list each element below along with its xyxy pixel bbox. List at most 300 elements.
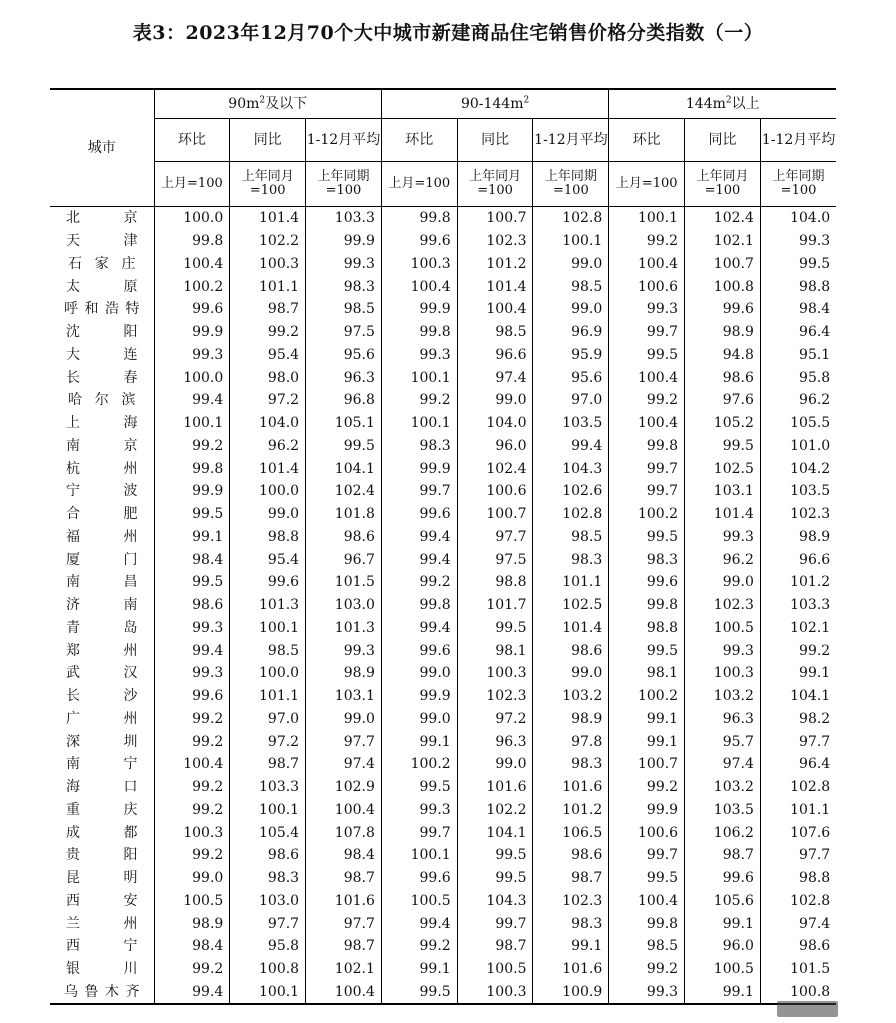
metric-header: 同比 <box>457 119 533 162</box>
value-cell: 99.6 <box>381 503 457 526</box>
value-cell: 100.2 <box>381 753 457 776</box>
value-cell: 99.4 <box>154 389 230 412</box>
city-name <box>64 621 140 635</box>
value-cell: 99.6 <box>381 639 457 662</box>
city-cell <box>50 594 154 617</box>
table-row <box>50 662 836 685</box>
value-cell: 102.1 <box>685 230 761 253</box>
value-cell: 97.7 <box>457 526 533 549</box>
value-cell: 99.9 <box>381 298 457 321</box>
table-row <box>50 571 836 594</box>
value-cell: 101.4 <box>230 207 306 230</box>
value-cell: 104.3 <box>533 457 609 480</box>
city-char: 京 <box>123 437 138 454</box>
city-char: 海 <box>123 415 138 432</box>
city-char: 汉 <box>123 665 138 682</box>
value-cell: 99.1 <box>609 730 685 753</box>
value-cell: 100.4 <box>306 981 382 1005</box>
value-cell: 99.5 <box>685 435 761 458</box>
city-char: 厦 <box>66 551 80 568</box>
city-char: 兰 <box>66 915 80 932</box>
value-cell: 98.5 <box>230 639 306 662</box>
value-cell: 102.6 <box>533 480 609 503</box>
city-char: 庆 <box>123 801 138 818</box>
value-cell: 99.3 <box>306 253 382 276</box>
table-row <box>50 207 836 230</box>
city-char: 呼 <box>64 301 78 318</box>
value-cell: 98.8 <box>457 571 533 594</box>
value-cell: 99.2 <box>154 844 230 867</box>
city-char: 特 <box>125 301 140 318</box>
value-cell: 97.8 <box>533 730 609 753</box>
value-cell: 103.2 <box>685 776 761 799</box>
value-cell: 96.3 <box>306 366 382 389</box>
metric-header: 环比 <box>609 119 685 162</box>
city-column-header: 城市 <box>50 89 154 207</box>
table-body <box>50 207 836 1005</box>
value-cell: 101.1 <box>230 275 306 298</box>
city-char: 银 <box>66 961 80 978</box>
value-cell: 97.4 <box>685 753 761 776</box>
value-cell: 99.9 <box>381 685 457 708</box>
city-char: 京 <box>123 210 138 227</box>
value-cell: 102.3 <box>457 685 533 708</box>
value-cell: 99.2 <box>381 571 457 594</box>
metric-header: 1-12月平均 <box>306 119 382 162</box>
value-cell: 100.6 <box>457 480 533 503</box>
value-cell: 99.0 <box>381 708 457 731</box>
table-row <box>50 981 836 1005</box>
value-cell: 106.2 <box>685 821 761 844</box>
value-cell: 105.5 <box>790 415 831 432</box>
city-name <box>64 803 140 817</box>
value-cell: 101.2 <box>457 253 533 276</box>
value-cell: 101.4 <box>457 275 533 298</box>
city-cell <box>50 389 154 412</box>
city-cell <box>50 799 154 822</box>
city-char: 天 <box>66 233 80 250</box>
value-cell: 100.7 <box>609 753 685 776</box>
city-char: 口 <box>123 779 138 796</box>
city-cell <box>50 730 154 753</box>
value-cell: 103.0 <box>230 890 306 913</box>
value-cell: 98.5 <box>306 298 382 321</box>
value-cell: 102.2 <box>230 230 306 253</box>
table-row <box>50 685 836 708</box>
table-row <box>50 457 836 480</box>
value-cell: 96.2 <box>799 392 831 409</box>
value-cell: 102.8 <box>533 207 609 230</box>
value-cell: 99.0 <box>533 298 609 321</box>
value-cell: 99.6 <box>154 298 230 321</box>
value-cell: 96.0 <box>685 935 761 958</box>
value-cell: 100.0 <box>230 662 306 685</box>
value-cell: 99.9 <box>381 457 457 480</box>
value-cell: 97.2 <box>457 708 533 731</box>
base-header: 上月=100 <box>609 162 685 207</box>
value-cell: 101.1 <box>533 571 609 594</box>
value-cell: 100.4 <box>381 275 457 298</box>
value-cell: 99.5 <box>609 344 685 367</box>
value-cell: 98.3 <box>609 548 685 571</box>
value-cell: 99.1 <box>685 912 761 935</box>
city-cell <box>50 958 154 981</box>
value-cell: 95.8 <box>230 935 306 958</box>
value-cell: 100.4 <box>609 366 685 389</box>
value-cell: 100.1 <box>154 412 230 435</box>
value-cell: 99.0 <box>457 389 533 412</box>
table-row <box>50 366 836 389</box>
value-cell: 98.7 <box>230 298 306 321</box>
city-char: 海 <box>66 779 80 796</box>
value-cell: 102.3 <box>457 230 533 253</box>
value-cell: 100.4 <box>609 890 685 913</box>
value-cell: 101.2 <box>790 574 831 591</box>
value-cell: 99.8 <box>609 912 685 935</box>
city-char: 西 <box>66 892 80 909</box>
value-cell: 99.4 <box>154 639 230 662</box>
city-char: 沈 <box>66 324 80 341</box>
value-cell: 105.2 <box>685 412 761 435</box>
value-cell: 99.7 <box>609 321 685 344</box>
value-cell: 99.5 <box>457 844 533 867</box>
value-cell: 103.2 <box>533 685 609 708</box>
value-cell: 101.4 <box>685 503 761 526</box>
value-cell: 97.4 <box>306 753 382 776</box>
city-char: 西 <box>66 938 80 955</box>
table-row <box>50 958 836 981</box>
value-cell: 99.0 <box>685 571 761 594</box>
value-cell: 106.5 <box>533 821 609 844</box>
value-cell: 100.0 <box>154 207 230 230</box>
value-cell: 98.4 <box>154 548 230 571</box>
watermark <box>777 1001 838 1017</box>
city-char: 州 <box>123 915 138 932</box>
value-cell: 104.0 <box>457 412 533 435</box>
city-char: 昆 <box>66 870 80 887</box>
price-index-table <box>50 88 836 1005</box>
value-cell: 98.8 <box>230 526 306 549</box>
value-cell: 103.5 <box>685 799 761 822</box>
city-char: 南 <box>66 756 80 773</box>
city-char: 津 <box>123 233 138 250</box>
city-char: 贵 <box>66 847 80 864</box>
value-cell: 104.1 <box>457 821 533 844</box>
value-cell: 97.5 <box>457 548 533 571</box>
city-name <box>64 530 140 544</box>
value-cell: 100.4 <box>306 799 382 822</box>
table-row <box>50 253 836 276</box>
value-cell: 99.2 <box>230 321 306 344</box>
city-name <box>64 826 140 840</box>
value-cell: 101.6 <box>306 890 382 913</box>
value-cell: 100.1 <box>381 844 457 867</box>
value-cell: 99.8 <box>381 207 457 230</box>
city-char: 圳 <box>123 733 138 750</box>
city-char: 家 <box>94 255 109 272</box>
value-cell: 97.0 <box>533 389 609 412</box>
value-cell: 98.4 <box>799 301 831 318</box>
city-char: 杭 <box>66 460 80 477</box>
city-char: 肥 <box>123 506 138 523</box>
city-name <box>64 644 140 658</box>
value-cell: 97.2 <box>230 730 306 753</box>
value-cell: 99.8 <box>381 594 457 617</box>
value-cell: 97.7 <box>799 733 831 750</box>
value-cell: 99.4 <box>154 981 230 1005</box>
city-char: 浩 <box>105 301 119 318</box>
value-cell: 99.2 <box>154 730 230 753</box>
city-char: 济 <box>66 597 80 614</box>
city-char: 春 <box>123 369 138 386</box>
value-cell: 99.1 <box>685 981 761 1005</box>
city-char: 南 <box>66 437 80 454</box>
city-char: 阳 <box>123 847 138 864</box>
value-cell: 99.6 <box>685 867 761 890</box>
city-name <box>64 484 140 498</box>
value-cell: 99.9 <box>154 480 230 503</box>
city-char: 成 <box>66 824 80 841</box>
value-cell: 104.0 <box>790 210 831 227</box>
value-cell: 100.5 <box>381 890 457 913</box>
value-cell: 105.4 <box>230 821 306 844</box>
value-cell: 103.3 <box>790 597 831 614</box>
value-cell: 98.2 <box>799 710 831 727</box>
value-cell: 103.3 <box>306 207 382 230</box>
city-char: 门 <box>123 551 138 568</box>
value-cell: 96.4 <box>799 756 831 773</box>
city-char: 南 <box>123 597 138 614</box>
value-cell: 99.3 <box>685 526 761 549</box>
value-cell: 98.4 <box>154 935 230 958</box>
value-cell: 99.5 <box>306 435 382 458</box>
value-cell: 100.4 <box>609 412 685 435</box>
value-cell: 99.4 <box>533 435 609 458</box>
city-cell <box>50 298 154 321</box>
value-cell: 99.5 <box>609 526 685 549</box>
city-name <box>64 939 140 953</box>
value-cell: 98.9 <box>154 912 230 935</box>
value-cell: 99.2 <box>381 935 457 958</box>
city-char: 太 <box>66 278 80 295</box>
city-name <box>64 439 140 453</box>
value-cell: 100.5 <box>685 617 761 640</box>
table-row <box>50 753 836 776</box>
table-row <box>50 799 836 822</box>
value-cell: 98.3 <box>381 435 457 458</box>
value-cell: 99.8 <box>609 594 685 617</box>
value-cell: 98.9 <box>799 528 831 545</box>
value-cell: 100.5 <box>457 958 533 981</box>
base-header: 上年同月=100 <box>230 162 306 207</box>
metric-header: 环比 <box>154 119 230 162</box>
city-char: 州 <box>123 528 138 545</box>
table-header <box>50 89 836 207</box>
value-cell: 99.3 <box>381 799 457 822</box>
value-cell: 95.9 <box>533 344 609 367</box>
value-cell: 100.2 <box>609 503 685 526</box>
city-name <box>64 757 140 771</box>
value-cell: 100.1 <box>230 617 306 640</box>
value-cell: 96.0 <box>457 435 533 458</box>
value-cell: 99.8 <box>154 230 230 253</box>
value-cell: 100.4 <box>154 253 230 276</box>
value-cell: 98.6 <box>799 938 831 955</box>
group-header-large-base: 144m <box>685 96 726 112</box>
value-cell: 99.5 <box>799 255 831 272</box>
city-char: 大 <box>66 346 80 363</box>
value-cell: 99.5 <box>381 981 457 1005</box>
value-cell: 99.8 <box>381 321 457 344</box>
value-cell: 99.0 <box>154 867 230 890</box>
city-name <box>64 462 140 476</box>
value-cell: 100.4 <box>154 753 230 776</box>
value-cell: 99.1 <box>609 708 685 731</box>
value-cell: 96.4 <box>799 324 831 341</box>
city-cell <box>50 935 154 958</box>
table-row <box>50 230 836 253</box>
value-cell: 96.2 <box>685 548 761 571</box>
table-row <box>50 730 836 753</box>
group-header-small-base: 90m <box>228 96 260 112</box>
city-char: 广 <box>66 710 80 727</box>
value-cell: 99.6 <box>381 230 457 253</box>
value-cell: 101.6 <box>533 776 609 799</box>
base-header: 上月=100 <box>381 162 457 207</box>
value-cell: 100.7 <box>685 253 761 276</box>
table-title: 表3：2023年12月70个大中城市新建商品住宅销售价格分类指数（一） <box>132 22 764 44</box>
value-cell: 98.8 <box>609 617 685 640</box>
value-cell: 102.3 <box>790 506 831 523</box>
value-cell: 99.0 <box>306 708 382 731</box>
value-cell: 100.5 <box>154 890 230 913</box>
value-cell: 99.4 <box>381 526 457 549</box>
value-cell: 95.4 <box>230 548 306 571</box>
group-header-large <box>609 89 836 119</box>
value-cell: 98.5 <box>533 526 609 549</box>
value-cell: 101.5 <box>306 571 382 594</box>
value-cell: 104.3 <box>457 890 533 913</box>
base-header: 上年同月=100 <box>457 162 533 207</box>
value-cell: 95.8 <box>799 369 831 386</box>
value-cell: 99.3 <box>306 639 382 662</box>
value-cell: 99.9 <box>154 321 230 344</box>
value-cell: 100.2 <box>154 275 230 298</box>
city-cell <box>50 890 154 913</box>
value-cell: 98.7 <box>457 935 533 958</box>
value-cell: 107.8 <box>306 821 382 844</box>
value-cell: 100.8 <box>230 958 306 981</box>
value-cell: 100.3 <box>230 253 306 276</box>
value-cell: 102.4 <box>685 207 761 230</box>
value-cell: 100.3 <box>381 253 457 276</box>
value-cell: 99.0 <box>457 753 533 776</box>
value-cell: 101.0 <box>790 437 831 454</box>
table-row <box>50 594 836 617</box>
city-cell <box>50 685 154 708</box>
value-cell: 99.3 <box>609 298 685 321</box>
value-cell: 100.0 <box>154 366 230 389</box>
value-cell: 103.0 <box>306 594 382 617</box>
city-char: 鲁 <box>84 983 99 1000</box>
value-cell: 99.1 <box>799 665 831 682</box>
city-name <box>64 985 140 999</box>
city-char: 重 <box>66 801 80 818</box>
city-char: 昌 <box>123 574 138 591</box>
city-char: 宁 <box>66 483 80 500</box>
value-cell: 99.3 <box>381 344 457 367</box>
city-char: 青 <box>66 619 80 636</box>
table-row <box>50 548 836 571</box>
table-row <box>50 776 836 799</box>
value-cell: 98.6 <box>230 844 306 867</box>
value-cell: 98.6 <box>306 526 382 549</box>
value-cell: 100.4 <box>457 298 533 321</box>
metric-header: 1-12月平均 <box>760 119 836 162</box>
value-cell: 97.5 <box>306 321 382 344</box>
base-header: 上年同月=100 <box>685 162 761 207</box>
base-header: 上年同期=100 <box>306 162 382 207</box>
value-cell: 101.3 <box>230 594 306 617</box>
value-cell: 97.7 <box>230 912 306 935</box>
value-cell: 100.3 <box>154 821 230 844</box>
value-cell: 100.1 <box>533 230 609 253</box>
city-char: 宁 <box>123 756 138 773</box>
value-cell: 99.3 <box>154 617 230 640</box>
value-cell: 96.8 <box>306 389 382 412</box>
value-cell: 95.1 <box>799 346 831 363</box>
value-cell: 99.5 <box>609 639 685 662</box>
metric-header: 同比 <box>685 119 761 162</box>
value-cell: 102.9 <box>306 776 382 799</box>
value-cell: 96.9 <box>533 321 609 344</box>
city-name <box>64 848 140 862</box>
city-char: 明 <box>123 870 138 887</box>
table-row <box>50 821 836 844</box>
city-name <box>64 257 140 271</box>
value-cell: 100.4 <box>609 253 685 276</box>
city-char: 和 <box>84 301 99 318</box>
city-cell <box>50 344 154 367</box>
value-cell: 99.2 <box>609 958 685 981</box>
value-cell: 104.2 <box>790 460 831 477</box>
city-char: 尔 <box>94 392 109 409</box>
city-cell <box>50 867 154 890</box>
value-cell: 101.4 <box>533 617 609 640</box>
city-char: 石 <box>68 255 82 272</box>
value-cell: 97.6 <box>685 389 761 412</box>
value-cell: 99.6 <box>230 571 306 594</box>
group-header-small <box>154 89 381 119</box>
value-cell: 98.5 <box>609 935 685 958</box>
value-cell: 99.6 <box>685 298 761 321</box>
city-cell <box>50 548 154 571</box>
value-cell: 98.7 <box>306 935 382 958</box>
table-row <box>50 935 836 958</box>
value-cell: 99.2 <box>609 776 685 799</box>
city-cell <box>50 708 154 731</box>
city-name <box>64 416 140 430</box>
value-cell: 98.7 <box>533 867 609 890</box>
value-cell: 98.3 <box>533 912 609 935</box>
city-cell <box>50 275 154 298</box>
group-header-large-suffix: 以上 <box>731 96 760 112</box>
value-cell: 98.6 <box>533 844 609 867</box>
value-cell: 100.2 <box>609 685 685 708</box>
city-name <box>64 348 140 362</box>
city-name <box>64 666 140 680</box>
value-cell: 100.6 <box>609 275 685 298</box>
